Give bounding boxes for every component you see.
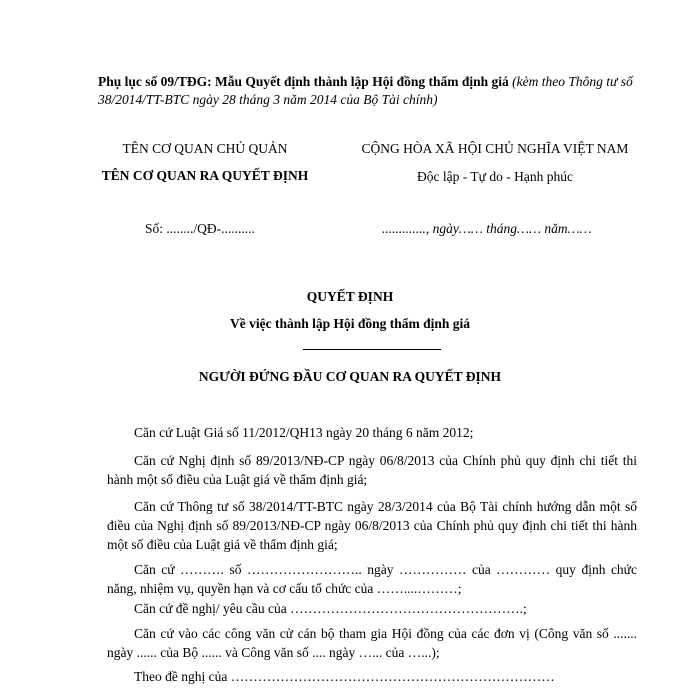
decision-number: Số: ......../QĐ-.......... <box>145 221 255 236</box>
appendix-heading <box>98 73 643 109</box>
title-divider <box>303 349 441 350</box>
basis-paragraph: Căn cứ ………. số …………………….. ngày …………… của ………… quy định chức năng, nhiệm vụ, quyền hạn và cơ cấu tổ chức của ……....………; <box>107 562 637 596</box>
decision-title: QUYẾT ĐỊNH <box>306 289 394 304</box>
decision-subtitle: Về việc thành lập Hội đồng thẩm định giá <box>229 316 471 331</box>
basis-paragraph: Căn cứ Nghị định số 89/2013/NĐ-CP ngày 06/8/2013 của Chính phủ quy định chi tiết thi hành một số điều của Luật giá về thẩm định giá; <box>107 453 637 487</box>
parent-agency-name: TÊN CƠ QUAN CHỦ QUẢN <box>122 141 288 156</box>
issuing-authority: NGƯỜI ĐỨNG ĐẦU CƠ QUAN RA QUYẾT ĐỊNH <box>198 369 502 384</box>
basis-paragraph: Căn cứ vào các công văn cử cán bộ tham gia Hội đồng của các đơn vị (Công văn số ....... ngày ...... của Bộ ...... và Công văn số .... ngày …... của …...); <box>107 626 637 660</box>
issuing-agency-name: TÊN CƠ QUAN RA QUYẾT ĐỊNH <box>101 168 309 183</box>
basis-paragraph: Theo đề nghị của ……………………………………………………………… <box>134 669 555 684</box>
decision-date: ............., ngày…… tháng…… năm…… <box>382 221 592 236</box>
basis-paragraph: Căn cứ Thông tư số 38/2014/TT-BTC ngày 28/3/2014 của Bộ Tài chính hướng dẫn một số điều của Nghị định số 89/2013/NĐ-CP ngày 06/8/2013 của Chính phủ quy định chi tiết thi hành một số điều của Luật giá về thẩm định giá; <box>107 499 637 552</box>
national-motto: Độc lập - Tự do - Hạnh phúc <box>417 169 573 184</box>
basis-paragraph: Căn cứ đề nghị/ yêu cầu của …………………………………………….; <box>134 601 527 616</box>
national-title: CỘNG HÒA XÃ HỘI CHỦ NGHĨA VIỆT NAM <box>361 141 629 156</box>
basis-paragraph: Căn cứ Luật Giá số 11/2012/QH13 ngày 20 tháng 6 năm 2012; <box>134 425 474 440</box>
appendix-title: Phụ lục số 09/TĐG: Mẫu Quyết định thành lập Hội đồng thẩm định giá <box>98 74 509 89</box>
appendix-note: (kèm theo Thông tư số 38/2014/TT-BTC ngày 28 tháng 3 năm 2014 của Bộ Tài chính) <box>98 74 633 107</box>
